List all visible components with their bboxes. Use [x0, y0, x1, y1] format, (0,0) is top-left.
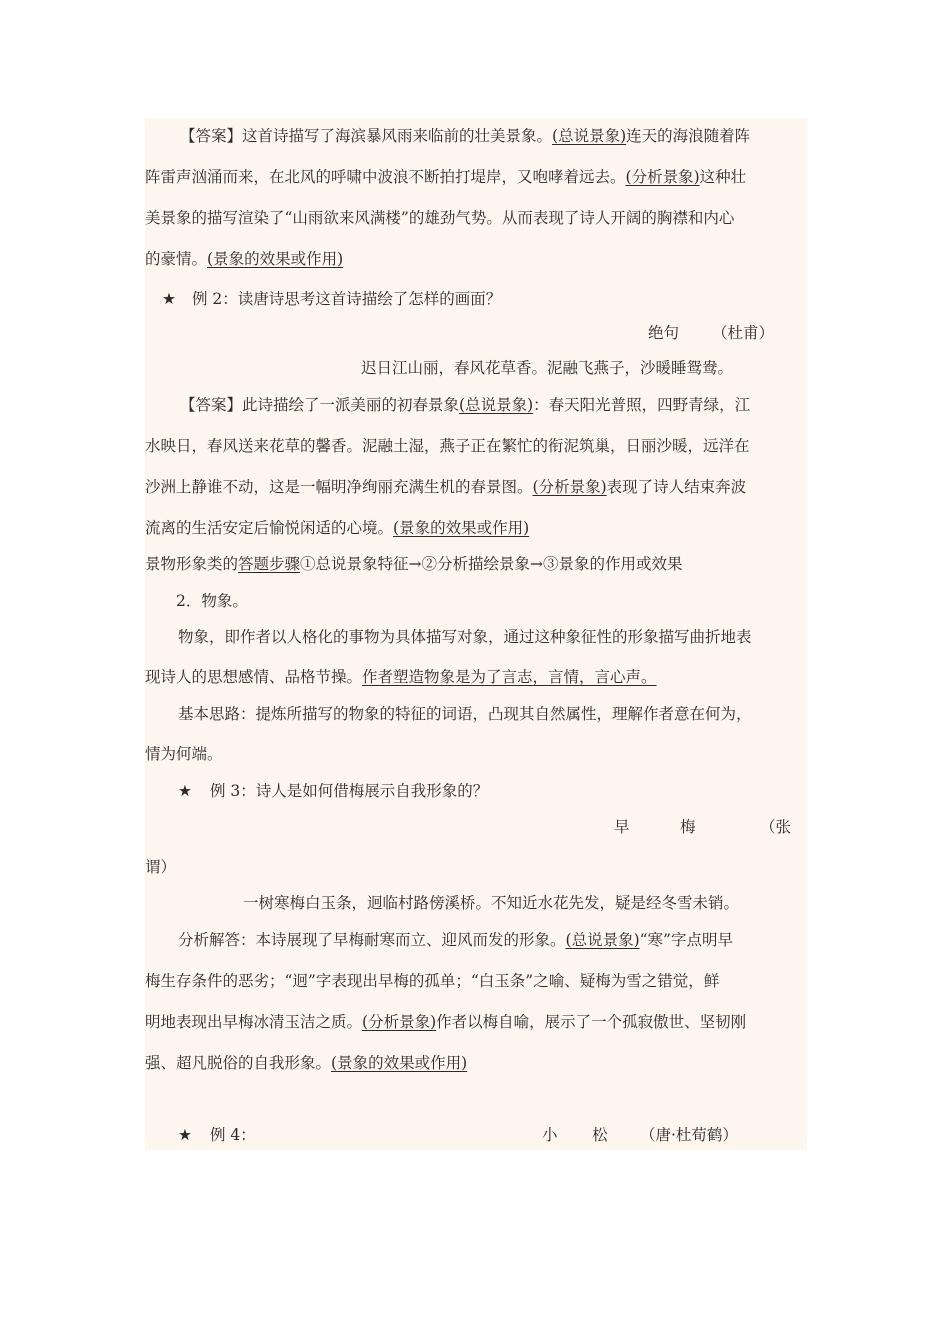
annotation-effect: (景象的效果或作用) [393, 519, 530, 537]
star-icon: ★ [162, 290, 176, 308]
star-icon: ★ [178, 782, 192, 800]
annotation-effect: (景象的效果或作用) [207, 250, 344, 268]
answer-line: 阵雷声汹涌而来，在北风的呼啸中波浪不断拍打堤岸，又咆哮着远去。(分析景象)这种壮 [145, 168, 747, 186]
paragraph-line: 现诗人的思想感情、品格节操。作者塑造物象是为了言志，言情，言心声。 [145, 668, 657, 686]
poem-author: （唐·杜荀鹤） [640, 1126, 738, 1144]
annotation-summary: (总说景象) [552, 127, 627, 145]
section-heading: 2．物象。 [176, 592, 248, 610]
poem-line: 迟日江山丽，春风花草香。泥融飞燕子，沙暖睡鸳鸯。 [361, 359, 734, 377]
answer-line: 梅生存条件的恶劣；“迥”字表现出早梅的孤单；“白玉条”之喻、疑梅为雪之错觉，鲜 [145, 972, 720, 990]
poem-title: 绝句 [648, 324, 680, 342]
annotation-analysis: (分析景象) [362, 1013, 437, 1031]
example-question: ★ 例 4： [178, 1126, 256, 1144]
annotation-effect: (景象的效果或作用) [331, 1054, 468, 1072]
example-question: ★ 例 3：诗人是如何借梅展示自我形象的？ [178, 782, 489, 800]
paragraph-line: 物象，即作者以人格化的事物为具体描写对象，通过这种象征性的形象描写曲折地表 [178, 628, 752, 646]
answer-line: 美景象的描写渲染了“山雨欲来风满楼”的雄劲气势。从而表现了诗人开阔的胸襟和内心 [145, 209, 735, 227]
poem-author: （张 [760, 818, 792, 836]
poem-title-char: 梅 [680, 818, 696, 836]
paragraph-line: 基本思路：提炼所描写的物象的特征的词语，凸现其自然属性，理解作者意在何为， [178, 705, 752, 723]
poem-author: （杜甫） [712, 324, 775, 342]
answer-steps: 景物形象类的答题步骤①总说景象特征→②分析描绘景象→③景象的作用或效果 [145, 555, 683, 573]
answer-line: 【答案】此诗描绘了一派美丽的初春景象(总说景象)：春天阳光普照，四野青绿，江 [180, 396, 751, 414]
answer-line: 强、超凡脱俗的自我形象。(景象的效果或作用) [145, 1054, 468, 1072]
steps-label: 答题步骤 [238, 555, 301, 573]
poem-title-char: 小 [542, 1126, 558, 1144]
poem-author: 谓） [145, 858, 177, 876]
answer-line: 的豪情。(景象的效果或作用) [145, 250, 344, 268]
poem-line: 一树寒梅白玉条，迥临村路傍溪桥。不知近水花先发，疑是经冬雪未销。 [243, 894, 740, 912]
poem-title-char: 松 [592, 1126, 608, 1144]
key-point: 作者塑造物象是为了言志，言情，言心声。 [362, 668, 657, 686]
answer-line: 流离的生活安定后愉悦闲适的心境。(景象的效果或作用) [145, 519, 530, 537]
answer-line: 水映日，春风送来花草的馨香。泥融土湿，燕子正在繁忙的衔泥筑巢，日丽沙暖，远洋在 [145, 437, 750, 455]
answer-line: 【答案】这首诗描写了海滨暴风雨来临前的壮美景象。(总说景象)连天的海浪随着阵 [180, 127, 751, 145]
star-icon: ★ [178, 1126, 192, 1144]
answer-line: 分析解答：本诗展现了早梅耐寒而立、迎风而发的形象。(总说景象)“寒”字点明早 [178, 931, 733, 949]
annotation-summary: (总说景象) [565, 931, 640, 949]
poem-title-char: 早 [614, 818, 630, 836]
annotation-summary: (总说景象) [459, 396, 534, 414]
example-question: ★ 例 2：读唐诗思考这首诗描绘了怎样的画面？ [162, 290, 502, 308]
annotation-analysis: (分析景象) [532, 478, 607, 496]
annotation-analysis: (分析景象) [625, 168, 700, 186]
answer-line: 沙洲上静谁不动，这是一幅明净绚丽充满生机的春景图。(分析景象)表现了诗人结束奔波 [145, 478, 747, 496]
answer-line: 明地表现出早梅冰清玉洁之质。(分析景象)作者以梅自喻，展示了一个孤寂傲世、坚韧刚 [145, 1013, 747, 1031]
paragraph-line: 情为何端。 [145, 745, 223, 763]
